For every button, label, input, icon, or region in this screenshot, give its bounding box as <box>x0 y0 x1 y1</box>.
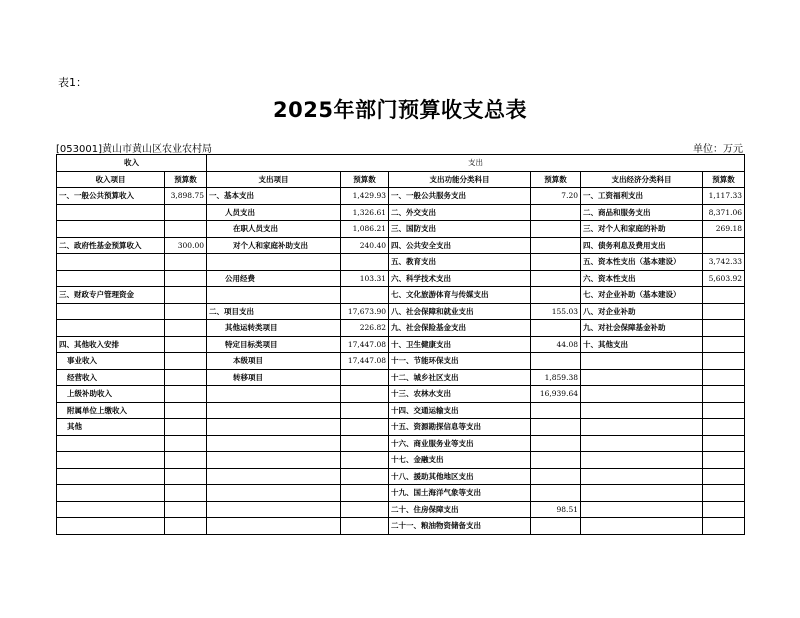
economic-amount <box>703 468 745 485</box>
function-amount <box>531 402 581 419</box>
function-category: 五、教育支出 <box>389 254 531 271</box>
income-item: 上级补助收入 <box>57 386 165 403</box>
expense-amount <box>341 501 389 518</box>
economic-category: 三、对个人和家庭的补助 <box>581 221 703 238</box>
function-amount <box>531 237 581 254</box>
table-row <box>57 386 745 403</box>
expense-amount <box>341 254 389 271</box>
expense-item: 在职人员支出 <box>207 221 341 238</box>
expense-item <box>207 402 341 419</box>
function-category: 十、卫生健康支出 <box>389 336 531 353</box>
table-row <box>57 435 745 452</box>
economic-amount: 3,742.33 <box>703 254 745 271</box>
function-category: 二、外交支出 <box>389 204 531 221</box>
table-row <box>57 369 745 386</box>
economic-category <box>581 369 703 386</box>
function-amount <box>531 485 581 502</box>
table-row <box>57 221 745 238</box>
expense-item: 其他运转类项目 <box>207 320 341 337</box>
table-row <box>57 485 745 502</box>
income-item <box>57 221 165 238</box>
function-amount <box>531 353 581 370</box>
organization-name: [053001]黄山市黄山区农业农村局 <box>56 144 212 155</box>
table-row <box>57 237 745 254</box>
income-item: 三、财政专户管理资金 <box>57 287 165 304</box>
page-title: 2025年部门预算收支总表 <box>273 98 527 122</box>
income-amount: 300.00 <box>165 237 207 254</box>
expense-amount <box>341 386 389 403</box>
function-category: 七、文化旅游体育与传媒支出 <box>389 287 531 304</box>
table-row <box>57 402 745 419</box>
function-category: 二十一、粮油物资储备支出 <box>389 518 531 535</box>
expense-amount <box>341 369 389 386</box>
expense-item <box>207 435 341 452</box>
function-category: 十四、交通运输支出 <box>389 402 531 419</box>
expense-item: 转移项目 <box>207 369 341 386</box>
expense-item <box>207 386 341 403</box>
income-amount <box>165 435 207 452</box>
expense-amount: 17,673.90 <box>341 303 389 320</box>
function-category: 二十、住房保障支出 <box>389 501 531 518</box>
function-category: 十一、节能环保支出 <box>389 353 531 370</box>
economic-amount <box>703 320 745 337</box>
column-header-row <box>57 171 745 188</box>
economic-category <box>581 485 703 502</box>
economic-amount <box>703 369 745 386</box>
expense-amount <box>341 435 389 452</box>
economic-amount <box>703 485 745 502</box>
expense-amount: 240.40 <box>341 237 389 254</box>
function-amount: 7.20 <box>531 188 581 205</box>
expense-amount: 1,429.93 <box>341 188 389 205</box>
income-item: 一、一般公共预算收入 <box>57 188 165 205</box>
income-amount <box>165 501 207 518</box>
function-amount: 155.03 <box>531 303 581 320</box>
income-amount <box>165 369 207 386</box>
table-row <box>57 419 745 436</box>
table-row <box>57 353 745 370</box>
function-amount <box>531 468 581 485</box>
table-row <box>57 336 745 353</box>
expense-amount: 226.82 <box>341 320 389 337</box>
income-amount-header: 预算数 <box>165 171 207 188</box>
income-item <box>57 468 165 485</box>
income-item-header: 收入项目 <box>57 171 165 188</box>
expense-item <box>207 468 341 485</box>
income-amount <box>165 468 207 485</box>
function-category: 十八、援助其他地区支出 <box>389 468 531 485</box>
income-amount <box>165 270 207 287</box>
table-body <box>57 188 745 535</box>
income-amount: 3,898.75 <box>165 188 207 205</box>
meta-line <box>56 140 743 154</box>
function-amount-header: 预算数 <box>531 171 581 188</box>
economic-category <box>581 386 703 403</box>
income-amount <box>165 303 207 320</box>
function-category-header: 支出功能分类科目 <box>389 171 531 188</box>
function-amount <box>531 254 581 271</box>
economic-category: 二、商品和服务支出 <box>581 204 703 221</box>
function-category: 九、社会保险基金支出 <box>389 320 531 337</box>
economic-category: 七、对企业补助（基本建设） <box>581 287 703 304</box>
income-item <box>57 435 165 452</box>
income-item: 事业收入 <box>57 353 165 370</box>
economic-amount: 5,603.92 <box>703 270 745 287</box>
expense-amount <box>341 485 389 502</box>
expense-item: 一、基本支出 <box>207 188 341 205</box>
expense-item-header: 支出项目 <box>207 171 341 188</box>
function-category: 八、社会保障和就业支出 <box>389 303 531 320</box>
function-amount <box>531 204 581 221</box>
function-amount <box>531 221 581 238</box>
expense-item: 对个人和家庭补助支出 <box>207 237 341 254</box>
group-header-row <box>57 155 745 172</box>
table-row <box>57 468 745 485</box>
economic-amount <box>703 419 745 436</box>
function-category: 一、一般公共服务支出 <box>389 188 531 205</box>
economic-category <box>581 435 703 452</box>
economic-category: 九、对社会保障基金补助 <box>581 320 703 337</box>
function-amount <box>531 452 581 469</box>
economic-category <box>581 419 703 436</box>
income-item <box>57 303 165 320</box>
income-item: 附属单位上缴收入 <box>57 402 165 419</box>
expense-amount <box>341 518 389 535</box>
table-row <box>57 204 745 221</box>
function-category: 十三、农林水支出 <box>389 386 531 403</box>
expense-item: 本级项目 <box>207 353 341 370</box>
function-category: 十五、资源勘探信息等支出 <box>389 419 531 436</box>
function-category: 十六、商业服务业等支出 <box>389 435 531 452</box>
function-amount: 16,939.64 <box>531 386 581 403</box>
function-amount: 98.51 <box>531 501 581 518</box>
expense-item <box>207 419 341 436</box>
expense-item: 公用经费 <box>207 270 341 287</box>
function-amount <box>531 320 581 337</box>
function-amount <box>531 419 581 436</box>
income-amount <box>165 254 207 271</box>
economic-category: 四、债务利息及费用支出 <box>581 237 703 254</box>
expense-amount-header: 预算数 <box>341 171 389 188</box>
economic-category: 六、资本性支出 <box>581 270 703 287</box>
expense-item: 特定目标类项目 <box>207 336 341 353</box>
table-number-note: 表1： <box>58 76 87 89</box>
expense-item <box>207 452 341 469</box>
table-row <box>57 452 745 469</box>
income-group-header: 收入 <box>57 155 207 172</box>
economic-amount <box>703 287 745 304</box>
expense-amount <box>341 419 389 436</box>
table-row <box>57 254 745 271</box>
function-amount: 1,859.38 <box>531 369 581 386</box>
function-category: 十九、国土海洋气象等支出 <box>389 485 531 502</box>
expense-amount <box>341 468 389 485</box>
function-amount: 44.08 <box>531 336 581 353</box>
economic-amount: 1,117.33 <box>703 188 745 205</box>
function-amount <box>531 270 581 287</box>
function-amount <box>531 518 581 535</box>
income-item <box>57 501 165 518</box>
expense-group-header: 支出 <box>207 155 745 172</box>
income-amount <box>165 452 207 469</box>
income-item: 二、政府性基金预算收入 <box>57 237 165 254</box>
economic-amount: 269.18 <box>703 221 745 238</box>
economic-amount <box>703 237 745 254</box>
expense-item <box>207 501 341 518</box>
function-category: 六、科学技术支出 <box>389 270 531 287</box>
economic-category <box>581 402 703 419</box>
expense-item: 二、项目支出 <box>207 303 341 320</box>
economic-amount <box>703 386 745 403</box>
economic-amount <box>703 501 745 518</box>
economic-amount-header: 预算数 <box>703 171 745 188</box>
economic-category: 五、资本性支出（基本建设） <box>581 254 703 271</box>
income-item <box>57 485 165 502</box>
expense-amount: 1,086.21 <box>341 221 389 238</box>
economic-category-header: 支出经济分类科目 <box>581 171 703 188</box>
expense-amount <box>341 452 389 469</box>
expense-amount <box>341 402 389 419</box>
expense-item <box>207 287 341 304</box>
expense-item <box>207 518 341 535</box>
income-amount <box>165 336 207 353</box>
income-amount <box>165 518 207 535</box>
expense-amount: 17,447.08 <box>341 336 389 353</box>
income-amount <box>165 402 207 419</box>
income-amount <box>165 204 207 221</box>
economic-category <box>581 518 703 535</box>
economic-category: 十、其他支出 <box>581 336 703 353</box>
expense-amount: 17,447.08 <box>341 353 389 370</box>
economic-category: 一、工资福利支出 <box>581 188 703 205</box>
economic-category <box>581 501 703 518</box>
function-category: 四、公共安全支出 <box>389 237 531 254</box>
function-amount <box>531 435 581 452</box>
table-row <box>57 270 745 287</box>
function-amount <box>531 287 581 304</box>
income-item <box>57 452 165 469</box>
expense-item <box>207 485 341 502</box>
economic-amount <box>703 402 745 419</box>
unit-label: 单位：万元 <box>693 144 743 155</box>
table-row <box>57 518 745 535</box>
table-row <box>57 287 745 304</box>
income-item <box>57 270 165 287</box>
income-item <box>57 320 165 337</box>
income-amount <box>165 485 207 502</box>
income-amount <box>165 221 207 238</box>
income-amount <box>165 386 207 403</box>
table-row <box>57 188 745 205</box>
economic-amount <box>703 303 745 320</box>
economic-amount <box>703 518 745 535</box>
function-category: 三、国防支出 <box>389 221 531 238</box>
economic-category <box>581 353 703 370</box>
economic-amount <box>703 452 745 469</box>
income-amount <box>165 353 207 370</box>
income-item: 其他 <box>57 419 165 436</box>
economic-amount: 8,371.06 <box>703 204 745 221</box>
economic-amount <box>703 435 745 452</box>
income-item <box>57 204 165 221</box>
economic-category: 八、对企业补助 <box>581 303 703 320</box>
income-item <box>57 254 165 271</box>
income-amount <box>165 287 207 304</box>
budget-summary-table <box>56 154 745 535</box>
function-category: 十七、金融支出 <box>389 452 531 469</box>
economic-category <box>581 468 703 485</box>
expense-item: 人员支出 <box>207 204 341 221</box>
economic-amount <box>703 336 745 353</box>
function-category: 十二、城乡社区支出 <box>389 369 531 386</box>
income-item: 经营收入 <box>57 369 165 386</box>
income-item: 四、其他收入安排 <box>57 336 165 353</box>
economic-amount <box>703 353 745 370</box>
expense-amount <box>341 287 389 304</box>
table-row <box>57 303 745 320</box>
income-item <box>57 518 165 535</box>
income-amount <box>165 320 207 337</box>
table-row <box>57 501 745 518</box>
expense-amount: 1,326.61 <box>341 204 389 221</box>
expense-amount: 103.31 <box>341 270 389 287</box>
table-row <box>57 320 745 337</box>
expense-item <box>207 254 341 271</box>
economic-category <box>581 452 703 469</box>
income-amount <box>165 419 207 436</box>
